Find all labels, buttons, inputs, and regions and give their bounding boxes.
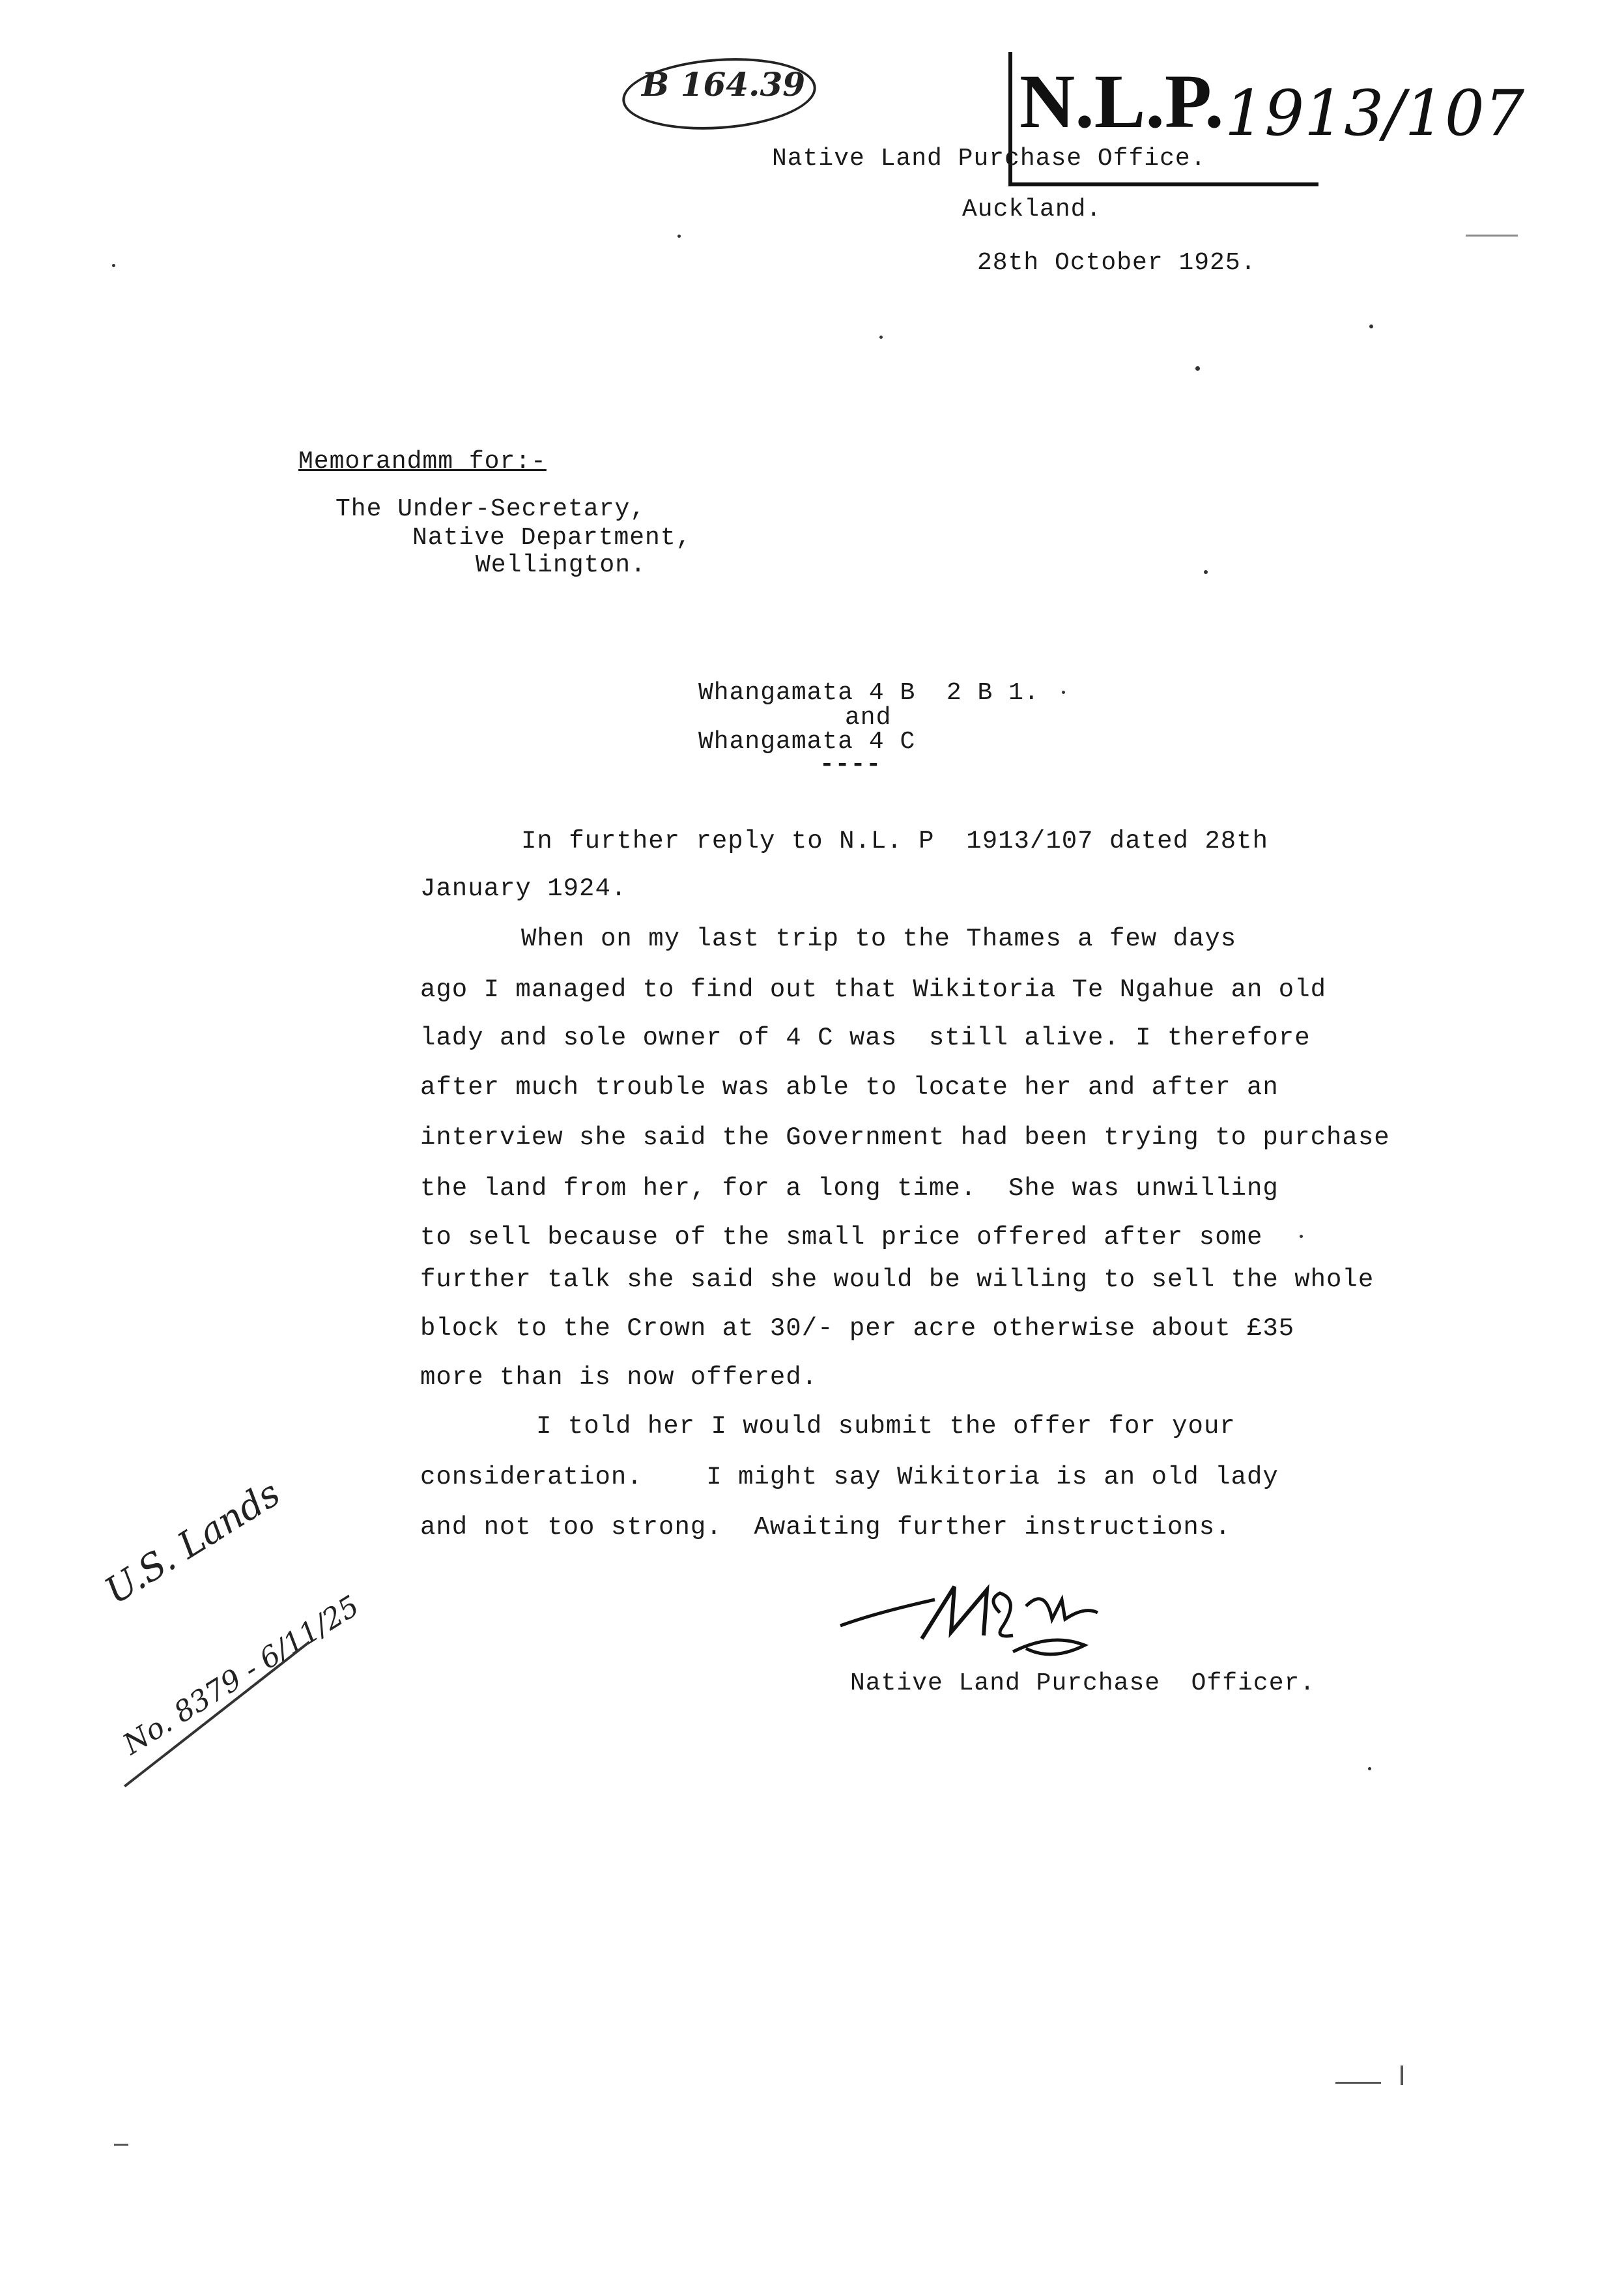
- body-line: after much trouble was able to locate her and after an: [420, 1073, 1279, 1102]
- body-line: more than is now offered.: [420, 1363, 818, 1392]
- file-reference: B 164.39: [642, 65, 806, 104]
- stamp-prefix: N.L.P.: [1019, 59, 1224, 144]
- margin-note-line-1: U.S. Lands: [98, 1472, 288, 1613]
- office-name: Native Land Purchase Office.: [772, 145, 1206, 173]
- scan-speck: [1368, 1767, 1371, 1770]
- body-line: lady and sole owner of 4 C was still alive. I therefore: [420, 1024, 1311, 1052]
- stamp-number: 1913/107: [1225, 77, 1524, 150]
- body-line: to sell because of the small price offered after some: [420, 1223, 1263, 1252]
- letter-date: 28th October 1925.: [977, 249, 1257, 277]
- scan-speck: [1195, 366, 1200, 371]
- body-line: interview she said the Government had been trying to purchase: [420, 1123, 1390, 1152]
- scan-mark: [1401, 2066, 1403, 2085]
- body-line: the land from her, for a long time. She was unwilling: [420, 1174, 1279, 1203]
- office-city: Auckland.: [962, 195, 1102, 223]
- body-line: I told her I would submit the offer for your: [536, 1412, 1236, 1441]
- body-line: block to the Crown at 30/- per acre otherwise about £35: [420, 1314, 1295, 1343]
- signature-image: [837, 1574, 1150, 1665]
- subject-line-2: and: [845, 704, 892, 732]
- body-line: further talk she said she would be willing to sell the whole: [420, 1265, 1375, 1294]
- body-line: In further reply to N.L. P 1913/107 dated 28th: [521, 827, 1268, 856]
- scan-speck: [1062, 691, 1065, 694]
- body-line: ago I managed to find out that Wikitoria Te Ngahue an old: [420, 975, 1327, 1004]
- recipient-line-1: The Under-Secretary,: [335, 495, 646, 523]
- scan-speck: [112, 264, 115, 267]
- body-line: and not too strong. Awaiting further instructions.: [420, 1513, 1231, 1542]
- body-line: When on my last trip to the Thames a few days: [521, 925, 1237, 953]
- scan-mark: [1466, 235, 1518, 237]
- scan-speck: [1204, 570, 1208, 574]
- body-line: consideration. I might say Wikitoria is an old lady: [420, 1463, 1279, 1491]
- margin-note-line-2: No. 8379 - 6/11/25: [117, 1589, 365, 1762]
- scan-speck: [879, 336, 883, 339]
- scan-speck: [1369, 324, 1373, 328]
- recipient-line-3: Wellington.: [476, 551, 646, 579]
- signature-scrawl: [912, 1583, 986, 1603]
- scan-mark: [114, 2144, 128, 2146]
- subject-line-3: Whangamata 4 C: [698, 728, 916, 756]
- scan-speck: [677, 235, 681, 238]
- subject-line-1: Whangamata 4 B 2 B 1.: [698, 679, 1040, 707]
- scan-speck: [1300, 1235, 1303, 1238]
- body-line: January 1924.: [420, 874, 627, 903]
- recipient-line-2: Native Department,: [412, 524, 692, 552]
- scan-mark: [1335, 2082, 1381, 2084]
- memo-heading: Memorandmm for:-: [298, 448, 547, 476]
- signatory-title: Native Land Purchase Officer.: [850, 1669, 1316, 1697]
- subject-rule: ----: [819, 751, 882, 779]
